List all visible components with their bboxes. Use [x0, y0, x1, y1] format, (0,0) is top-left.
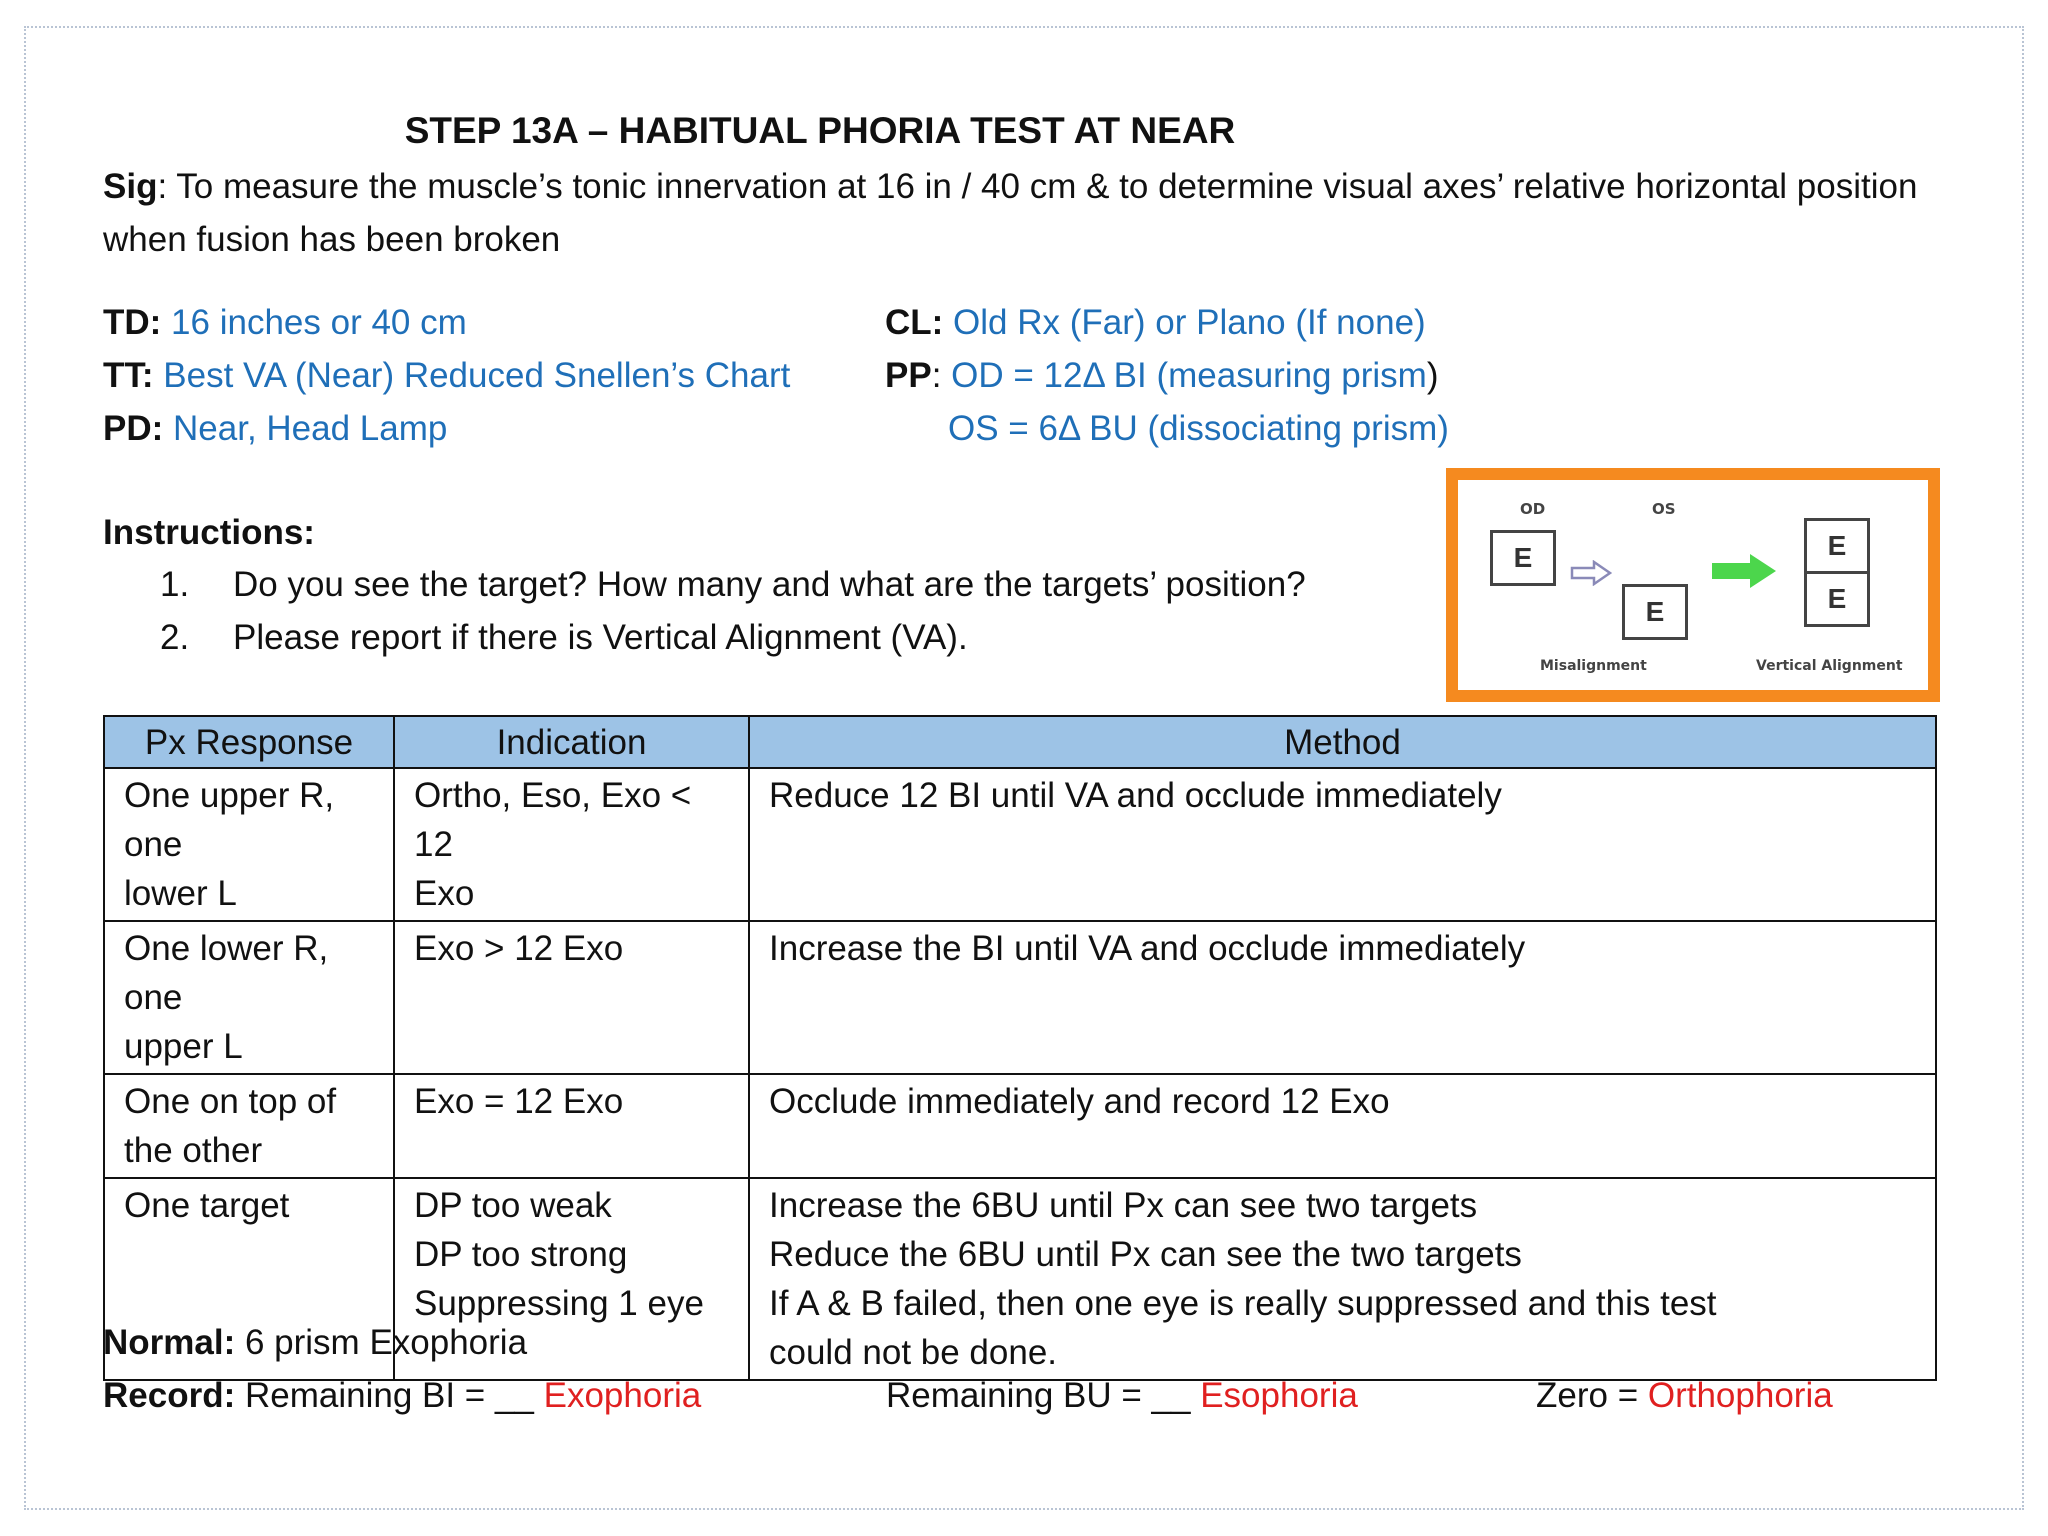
- os-target: E: [1622, 584, 1688, 640]
- cell-response: One lower R, one upper L: [104, 921, 394, 1074]
- param-cl: [885, 296, 1426, 349]
- record-zero: [1536, 1369, 1833, 1422]
- cell-method: Increase the 6BU until Px can see two targets Reduce the 6BU until Px can see the two targets If A & B failed, then one eye is really suppressed and this test could not be done.: [749, 1178, 1936, 1380]
- instructions-heading: Instructions:: [103, 513, 315, 552]
- cell-response: One target: [104, 1178, 394, 1380]
- record-bu-result: Esophoria: [1200, 1376, 1358, 1415]
- list-text: Do you see the target? How many and what are the targets’ position?: [233, 565, 1306, 604]
- outline-arrow-icon: [1570, 560, 1612, 586]
- sig-paragraph: [103, 160, 1933, 266]
- param-pp: [885, 349, 1438, 402]
- column-header: Method: [749, 716, 1936, 768]
- table-row: [104, 1074, 1936, 1178]
- cell-method: Reduce 12 BI until VA and occlude immediately: [749, 768, 1936, 921]
- cell-indication: Ortho, Eso, Exo < 12 Exo: [394, 768, 749, 921]
- misalignment-label: Misalignment: [1540, 658, 1647, 674]
- aligned-target-bottom: E: [1804, 571, 1870, 627]
- od-label: OD: [1520, 500, 1546, 518]
- list-item: [160, 611, 1306, 664]
- green-arrow-icon: [1710, 552, 1778, 590]
- cell-indication: DP too weak DP too strong Suppressing 1 eye: [394, 1178, 749, 1380]
- cell-response: One upper R, one lower L: [104, 768, 394, 921]
- param-close-paren: ): [1426, 356, 1439, 395]
- param-value: OD = 12Δ BI (measuring prism: [951, 356, 1427, 395]
- column-header: Indication: [394, 716, 749, 768]
- response-table: [103, 715, 1937, 1381]
- param-value: Best VA (Near) Reduced Snellen’s Chart: [163, 356, 791, 395]
- list-number: 2.: [160, 618, 190, 657]
- record-bu-text: Remaining BU = __: [886, 1376, 1201, 1415]
- param-colon: :: [931, 356, 942, 395]
- record-label: Record:: [103, 1376, 236, 1415]
- cell-response: One on top of the other: [104, 1074, 394, 1178]
- record-zero-result: Orthophoria: [1647, 1376, 1833, 1415]
- column-header: Px Response: [104, 716, 394, 768]
- page-title: STEP 13A – HABITUAL PHORIA TEST AT NEAR: [404, 110, 1236, 151]
- sig-text: : To measure the muscle’s tonic innervation at 16 in / 40 cm & to determine visual axes’ relative horizontal position when fusion has been broken: [103, 167, 1918, 259]
- record-bi-text: Remaining BI = __: [235, 1376, 544, 1415]
- table-row: [104, 768, 1936, 921]
- param-key: PP: [885, 356, 932, 395]
- param-key: TT:: [103, 356, 154, 395]
- param-tt: [103, 349, 790, 402]
- list-item: [160, 558, 1306, 611]
- param-value: Near, Head Lamp: [173, 409, 448, 448]
- record-bu: [886, 1369, 1358, 1422]
- param-value: 16 inches or 40 cm: [171, 303, 467, 342]
- sig-label: Sig: [103, 167, 158, 206]
- param-pd: [103, 402, 447, 455]
- param-key: TD:: [103, 303, 162, 342]
- phoria-diagram: [1446, 468, 1940, 702]
- normal-line: [103, 1316, 527, 1369]
- record-zero-text: Zero =: [1536, 1376, 1648, 1415]
- param-value: Old Rx (Far) or Plano (If none): [953, 303, 1426, 342]
- param-td: [103, 296, 467, 349]
- cell-method: Occlude immediately and record 12 Exo: [749, 1074, 1936, 1178]
- list-number: 1.: [160, 565, 190, 604]
- record-bi-result: Exophoria: [543, 1376, 702, 1415]
- table-row: [104, 921, 1936, 1074]
- instructions-list: [160, 558, 1306, 664]
- normal-value: 6 prism Exophoria: [235, 1323, 528, 1362]
- param-key: PD:: [103, 409, 164, 448]
- cell-method: Increase the BI until VA and occlude immediately: [749, 921, 1936, 1074]
- normal-label: Normal:: [103, 1323, 236, 1362]
- aligned-target-top: E: [1804, 518, 1870, 574]
- cell-indication: Exo > 12 Exo: [394, 921, 749, 1074]
- param-pp-os: OS = 6Δ BU (dissociating prism): [948, 409, 1449, 448]
- list-text: Please report if there is Vertical Alignment (VA).: [233, 618, 968, 657]
- vertical-alignment-label: Vertical Alignment: [1756, 658, 1903, 674]
- os-label: OS: [1652, 500, 1676, 518]
- record-bi: [103, 1369, 701, 1422]
- table-header-row: [104, 716, 1936, 768]
- param-key: CL:: [885, 303, 944, 342]
- cell-indication: Exo = 12 Exo: [394, 1074, 749, 1178]
- od-target: E: [1490, 530, 1556, 586]
